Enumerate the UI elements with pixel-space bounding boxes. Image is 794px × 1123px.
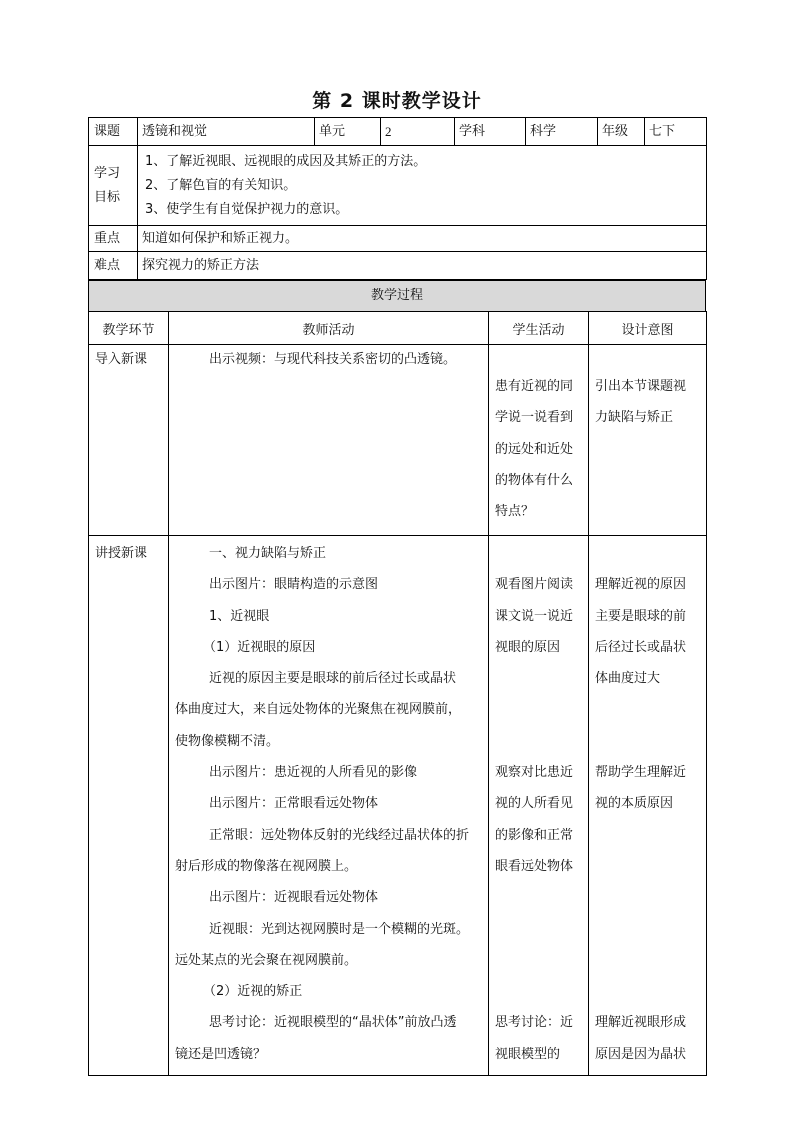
goals-label-line-2: 目标 [94, 189, 121, 205]
intro-student [489, 345, 589, 536]
design-line: 帮助学生理解近 [595, 765, 687, 781]
lecture-teacher [169, 536, 489, 1076]
page-title: 第 2 课时教学设计 [312, 90, 482, 112]
teacher-line: 体曲度过大，来自远处物体的光聚焦在视网膜前， [175, 702, 462, 718]
goal-item: 3、使学生有自觉保护视力的意识。 [145, 201, 349, 217]
key-point-value: 知道如何保护和矫正视力。 [138, 226, 707, 252]
intro-design-line: 力缺陷与矫正 [595, 410, 674, 426]
teacher-line: 1、近视眼 [209, 608, 270, 624]
teacher-line: 使物像模糊不清。 [175, 733, 280, 749]
unit-value: 2 [381, 118, 455, 146]
grade-value: 七下 [645, 118, 707, 146]
teacher-line: 近视的原因主要是眼球的前后径过长或晶状 [209, 671, 457, 687]
teacher-line: 出示图片：眼睛构造的示意图 [209, 577, 379, 593]
intro-student-line: 学说一说看到 [495, 410, 574, 426]
design-line: 体曲度过大 [595, 671, 661, 687]
student-line: 思考讨论：近 [495, 1015, 574, 1031]
student-line: 视眼模型的 [495, 1046, 561, 1062]
lesson-label: 课题 [89, 118, 138, 146]
teacher-line: 出示图片：患近视的人所看见的影像 [209, 765, 418, 781]
teacher-line: 镜还是凹透镜？ [175, 1046, 267, 1062]
teacher-line: 近视眼：光到达视网膜时是一个模糊的光斑。 [209, 921, 470, 937]
lecture-design [589, 536, 707, 1076]
teacher-line: 一、视力缺陷与矫正 [209, 546, 327, 561]
intro-student-line: 患有近视的同 [495, 379, 574, 394]
teacher-line: 远处某点的光会聚在视网膜前。 [175, 952, 358, 968]
intro-design-line: 引出本节课题视 [595, 379, 687, 394]
design-line: 视的本质原因 [595, 796, 674, 812]
goals-list [138, 146, 707, 226]
intro-student-line: 的远处和近处 [495, 441, 574, 457]
teacher-line: 正常眼：远处物体反射的光线经过晶状体的折 [209, 827, 470, 843]
col-stage-header: 教学环节 [89, 312, 169, 345]
col-student-header: 学生活动 [489, 312, 589, 345]
lecture-stage [89, 536, 169, 1076]
student-line: 观看图片阅读 [495, 577, 574, 593]
student-line: 课文说一说近 [495, 608, 574, 624]
key-point-label: 重点 [89, 226, 138, 252]
student-line: 观察对比患近 [495, 765, 574, 781]
teacher-line: 射后形成的物像落在视网膜上。 [175, 858, 358, 874]
intro-stage [89, 345, 169, 536]
student-line: 视眼的原因 [495, 639, 561, 655]
design-line: 理解近视眼形成 [595, 1015, 687, 1031]
subject-value: 科学 [526, 118, 598, 146]
intro-student-line: 特点？ [495, 504, 535, 520]
design-line: 理解近视的原因 [595, 577, 687, 593]
lecture-stage-label: 讲授新课 [95, 546, 148, 561]
student-line: 的影像和正常 [495, 827, 574, 843]
subject-label: 学科 [455, 118, 526, 146]
goals-label-line-1: 学习 [94, 165, 121, 181]
lecture-student [489, 536, 589, 1076]
intro-design [589, 345, 707, 536]
grade-label: 年级 [598, 118, 645, 146]
design-line: 原因是因为晶状 [595, 1046, 687, 1062]
student-line: 眼看远处物体 [495, 858, 574, 874]
student-line: 视的人所看见 [495, 796, 574, 812]
process-table [88, 311, 707, 1076]
design-line: 后径过长或晶状 [595, 639, 687, 655]
intro-teacher-text: 出示视频：与现代科技关系密切的凸透镜。 [209, 352, 457, 367]
teacher-line: 出示图片：正常眼看远处物体 [209, 796, 379, 812]
intro-student-line: 的物体有什么 [495, 472, 574, 488]
intro-stage-label: 导入新课 [95, 352, 148, 367]
process-band: 教学过程 [88, 280, 706, 312]
teacher-line: （1）近视眼的原因 [203, 639, 316, 655]
goals-label [89, 146, 138, 226]
unit-label: 单元 [315, 118, 381, 146]
goal-item: 2、了解色盲的有关知识。 [145, 177, 297, 193]
design-line: 主要是眼球的前 [595, 608, 687, 624]
teacher-line: （2）近视的矫正 [203, 984, 303, 1000]
col-design-header: 设计意图 [589, 312, 707, 345]
goal-item: 1、了解近视眼、远视眼的成因及其矫正的方法。 [145, 153, 427, 169]
difficulty-value: 探究视力的矫正方法 [138, 252, 707, 280]
lesson-value: 透镜和视觉 [138, 118, 315, 146]
teacher-line: 出示图片：近视眼看远处物体 [209, 890, 379, 906]
teacher-line: 思考讨论：近视眼模型的“晶状体”前放凸透 [209, 1015, 457, 1031]
difficulty-label: 难点 [89, 252, 138, 280]
lesson-info-table [88, 117, 707, 280]
col-teacher-header: 教师活动 [169, 312, 489, 345]
intro-teacher [169, 345, 489, 536]
